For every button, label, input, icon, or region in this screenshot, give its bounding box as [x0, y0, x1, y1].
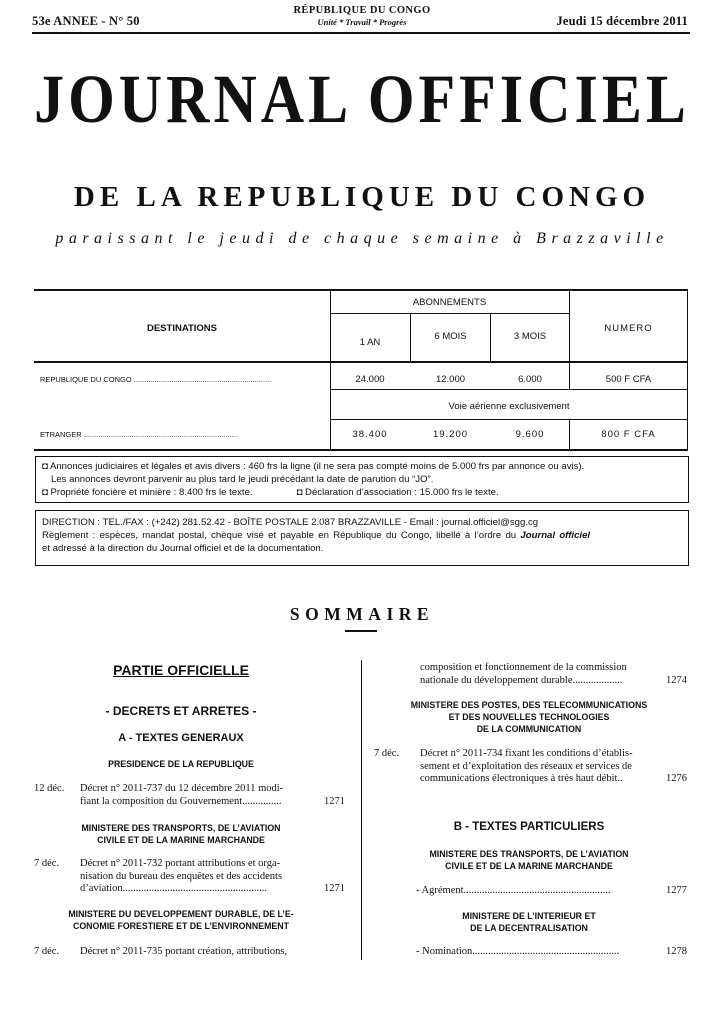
entry-line: nisation du bureau des enquêtes et des accidents — [80, 870, 283, 882]
entry-line: composition et fonctionnement de la commission — [420, 662, 627, 673]
heading-line: CIVILE ET DE LA MARINE MARCHANDE — [445, 861, 613, 871]
entry-date: 12 déc. — [34, 783, 65, 794]
heading-line: ET DES NOUVELLES TECHNOLOGIES — [448, 712, 610, 722]
heading-line: MINISTERE DU DEVELOPPEMENT DURABLE, DE L’E- — [68, 909, 294, 919]
heading-line: DE LA COMMUNICATION — [476, 724, 582, 734]
entry-nomination: - Nomination........................................................ 1278 — [416, 946, 687, 957]
decrets-heading: - DECRETS ET ARRETES - — [105, 704, 257, 718]
min-transports-b-heading — [368, 848, 690, 872]
header-center — [250, 5, 474, 27]
entry-page: 1277 — [666, 885, 687, 896]
reglement-continued: et adressé à la direction du Journal officiel et de la documentation. — [42, 543, 324, 554]
header-divider — [32, 32, 690, 34]
entry-line: communications électroniques à très haut débit — [420, 773, 618, 784]
bullet-icon: ◘ — [42, 461, 48, 472]
entry-line: Décret n° 2011-735 portant création, attributions, — [80, 946, 288, 957]
price-congo-1an: 24.000 — [355, 374, 385, 385]
min-transports-heading — [32, 822, 330, 846]
entry-line: Décret n° 2011-737 du 12 décembre 2011 modi- — [80, 783, 284, 794]
entry-decret-735 — [34, 946, 348, 960]
journal-officiel-emph: Journal officiel — [520, 530, 591, 541]
entry-page: 1271 — [324, 883, 345, 894]
numero-etranger: 800 F CFA — [601, 429, 656, 440]
entry-date: 7 déc. — [34, 858, 60, 869]
textes-generaux-heading: A - TEXTES GENERAUX — [118, 732, 244, 744]
heading-line: CIVILE ET DE LA MARINE MARCHANDE — [97, 835, 265, 845]
destinations-header: DESTINATIONS — [146, 323, 218, 334]
bullet-icon: ◘ — [296, 487, 303, 498]
propriete-text: Propriété foncière et minière : 8.400 frs le texte. — [50, 487, 253, 498]
price-congo-3mois: 6.000 — [518, 374, 542, 385]
air-mail-note: Voie aérienne exclusivement — [448, 401, 570, 412]
entry-line: nationale du développement durable — [420, 674, 573, 686]
entry-agrement: - Agrément........................................................ 1277 — [416, 885, 687, 896]
heading-line: MINISTERE DES TRANSPORTS, DE L’AVIATION — [81, 823, 281, 833]
issue-number: 53e ANNEE - N° 50 — [32, 14, 140, 28]
heading-line: DE LA DECENTRALISATION — [470, 923, 588, 933]
entry-line: Décret n° 2011-734 fixant les conditions d’établis- — [420, 748, 633, 759]
entry-decret-735-continued: composition et fonctionnement de la commission nationale du développement durable................... 1274 — [374, 662, 690, 688]
journal-tagline: paraissant le jeudi de chaque semaine à Brazzaville — [55, 230, 669, 247]
period-6-mois: 6 MOIS — [434, 331, 467, 342]
numero-header: NUMERO — [604, 323, 653, 334]
destination-etranger: ETRANGER .......................................................................... — [40, 430, 238, 439]
journal-title: JOURNAL OFFICIEL — [34, 61, 690, 138]
entry-page: 1278 — [666, 946, 687, 957]
min-developpement-heading — [32, 908, 330, 932]
annonces-deadline: Les annonces devront parvenir au plus tard le jeudi précédant la date de parution du “JO”. — [51, 474, 434, 485]
entry-line: fiant la composition du Gouvernement — [80, 796, 243, 807]
subscription-table — [34, 289, 688, 451]
entry-line: Décret n° 2011-732 portant attributions et orga- — [80, 858, 281, 869]
annonces-text: Annonces judiciaires et légales et avis divers : 460 frs la ligne (il ne sera pas compté moins de 5.000 frs par annonce ou avis). — [49, 461, 585, 472]
entry-line: d’aviation — [80, 883, 123, 894]
heading-line: MINISTERE DES TRANSPORTS, DE L’AVIATION — [429, 849, 629, 859]
entry-decret-732: 7 déc. Décret n° 2011-732 portant attributions et orga- nisation du bureau des enquêtes et des accidents d’aviation....................................................... 1271 — [34, 858, 348, 896]
destination-congo: REPUBLIQUE DU CONGO .................................................................. — [40, 375, 272, 384]
heading-line: CONOMIE FORESTIERE ET DE L’ENVIRONNEMENT — [72, 921, 290, 931]
national-motto: Unité * Travail * Progrès — [317, 17, 407, 27]
entry-label: - Agrément — [416, 885, 464, 896]
entry-line: sement et d’exploitation des réseaux et services de — [420, 760, 632, 772]
price-etranger-3mois: 9.600 — [515, 429, 545, 440]
price-congo-6mois: 12.000 — [435, 374, 466, 385]
entry-decret-734: 7 déc. Décret n° 2011-734 fixant les conditions d’établis- sement et d’exploitation des réseaux et services de communications électroniques à très haut débit.. 1276 — [374, 748, 690, 786]
heading-line: MINISTERE DE L’INTERIEUR ET — [462, 911, 596, 921]
sommaire-divider — [345, 630, 377, 632]
issue-date: Jeudi 15 décembre 2011 — [556, 14, 688, 28]
min-interieur-heading — [368, 910, 690, 934]
entry-decret-737: 12 déc. Décret n° 2011-737 du 12 décembre 2011 modi- fiant la composition du Gouvernement............... 1271 — [34, 783, 348, 809]
textes-particuliers-heading: B - TEXTES PARTICULIERS — [453, 821, 605, 833]
period-3-mois: 3 MOIS — [513, 331, 547, 342]
abonnements-header: ABONNEMENTS — [412, 297, 487, 308]
entry-page: 1276 — [666, 773, 687, 784]
sommaire-title: SOMMAIRE — [289, 604, 435, 624]
presidence-heading: PRESIDENCE DE LA REPUBLIQUE — [108, 759, 254, 769]
declaration-text: Déclaration d’association : 15.000 frs le texte. — [305, 487, 499, 498]
min-postes-heading — [368, 699, 690, 735]
heading-line: MINISTERE DES POSTES, DES TELECOMMUNICATIONS — [410, 700, 648, 710]
partie-officielle: PARTIE OFFICIELLE — [113, 662, 249, 678]
direction-contact: DIRECTION : TEL./FAX : (+242) 281.52.42 - BOÎTE POSTALE 2.087 BRAZZAVILLE - Email : journal.officiel@sgg.cg — [42, 517, 539, 528]
journal-subtitle: DE LA REPUBLIQUE DU CONGO — [73, 181, 651, 213]
price-etranger-1an: 38.400 — [352, 429, 388, 440]
entry-date: 7 déc. — [374, 748, 400, 759]
entry-page: 1274 — [666, 674, 687, 686]
entry-label: - Nomination — [416, 946, 473, 957]
column-divider — [361, 660, 362, 960]
period-1-an: 1 AN — [359, 337, 381, 348]
bullet-icon: ◘ — [42, 487, 48, 498]
numero-congo: 500 F CFA — [605, 374, 652, 385]
country-name: RÉPUBLIQUE DU CONGO — [293, 5, 431, 16]
price-etranger-6mois: 19.200 — [432, 429, 469, 440]
notices-box — [35, 456, 689, 503]
entry-page: 1271 — [324, 796, 345, 807]
reglement-text: Règlement : espèces, mandat postal, chèque visé et payable en République du Congo, libellé à l’ordre du — [42, 530, 517, 541]
direction-box — [35, 510, 689, 566]
entry-date: 7 déc. — [34, 946, 60, 957]
